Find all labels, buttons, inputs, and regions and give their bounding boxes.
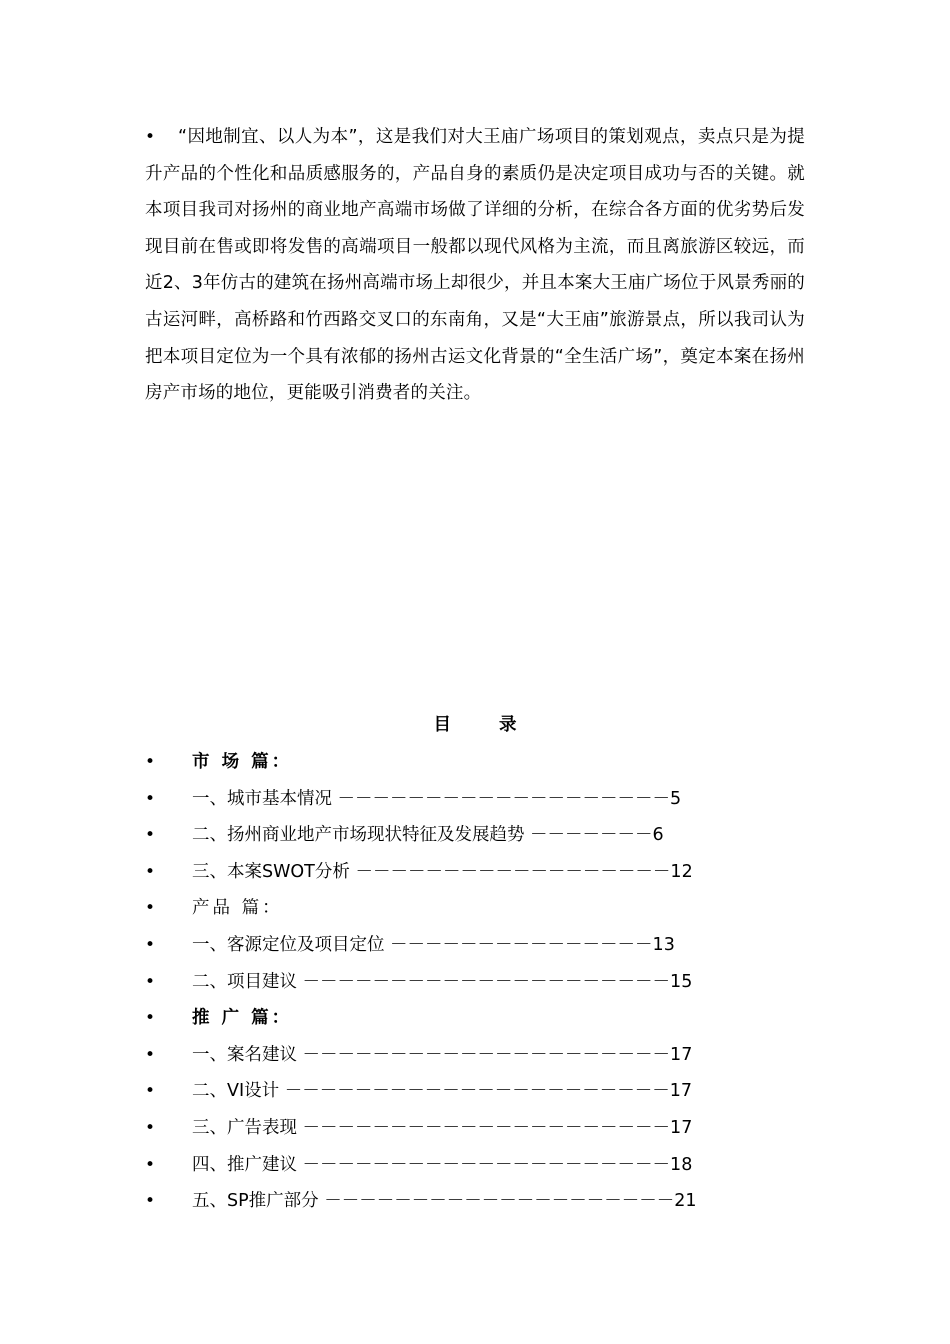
toc-entry-label: 二、VI设计 －－－－－－－－－－－－－－－－－－－－－－17 — [192, 1081, 692, 1102]
toc-entry-label: 三、广告表现 －－－－－－－－－－－－－－－－－－－－－17 — [192, 1117, 693, 1138]
toc-section-label: 市 场 篇： — [192, 752, 293, 772]
toc-entry — [145, 781, 785, 818]
bullet-marker: • — [145, 971, 156, 992]
toc-entry-label: 三、本案SWOT分析 －－－－－－－－－－－－－－－－－－12 — [192, 861, 693, 882]
toc-section-label: 产品 篇： — [192, 898, 283, 919]
toc-title — [0, 711, 950, 739]
intro-section — [145, 119, 805, 412]
toc-entry-label: 二、扬州商业地产市场现状特征及发展趋势 －－－－－－－6 — [192, 825, 664, 846]
bullet-marker: • — [145, 934, 156, 955]
toc-section-market — [145, 744, 785, 781]
bullet-marker: • — [145, 1154, 156, 1175]
toc-section-promotion — [145, 1000, 785, 1037]
bullet-marker: • — [145, 1117, 156, 1138]
toc-section-product — [145, 890, 785, 927]
toc-entry — [145, 854, 785, 891]
bullet-marker: • — [145, 825, 156, 846]
table-of-contents — [145, 744, 785, 1220]
toc-title-right: 录 — [499, 715, 517, 735]
toc-section-label: 推 广 篇： — [192, 1008, 293, 1029]
bullet-marker: • — [145, 1044, 156, 1065]
toc-entry — [145, 1110, 785, 1147]
toc-title-left: 目 — [433, 715, 451, 735]
bullet-marker: • — [145, 1191, 156, 1212]
bullet-marker: • — [145, 788, 156, 809]
toc-entry — [145, 1037, 785, 1074]
bullet-marker: • — [145, 752, 156, 772]
intro-paragraph: “因地制宜、以人为本”，这是我们对大王庙广场项目的策划观点，卖点只是为提升产品的个性化和品质感服务的，产品自身的素质仍是决定项目成功与否的关键。就本项目我司对扬州的商业地产高端市场做了详细的分析，在综合各方面的优劣势后发现目前在售或即将发售的高端项目一般都以现代风格为主流，而且离旅游区较远，而近2、3年仿古的建筑在扬州高端市场上却很少，并且本案大王庙广场位于风景秀丽的古运河畔，高桥路和竹西路交叉口的东南角，又是“大王庙”旅游景点，所以我司认为把本项目定位为一个具有浓郁的扬州古运文化背景的“全生活广场”，奠定本案在扬州房产市场的地位，更能吸引消费者的关注。 — [145, 127, 805, 404]
toc-entry-label: 二、项目建议 －－－－－－－－－－－－－－－－－－－－－15 — [192, 971, 693, 992]
toc-entry — [145, 1147, 785, 1184]
toc-entry — [145, 817, 785, 854]
toc-entry — [145, 964, 785, 1001]
bullet-marker: • — [145, 127, 156, 147]
bullet-marker: • — [145, 1008, 156, 1029]
toc-entry — [145, 927, 785, 964]
toc-entry — [145, 1183, 785, 1220]
toc-entry-label: 一、客源定位及项目定位 －－－－－－－－－－－－－－－13 — [192, 934, 675, 955]
toc-entry-label: 一、城市基本情况 －－－－－－－－－－－－－－－－－－－5 — [192, 788, 682, 809]
toc-entry — [145, 1073, 785, 1110]
bullet-marker: • — [145, 861, 156, 882]
bullet-marker: • — [145, 1081, 156, 1102]
bullet-marker: • — [145, 898, 156, 919]
toc-entry-label: 四、推广建议 －－－－－－－－－－－－－－－－－－－－－18 — [192, 1154, 693, 1175]
toc-entry-label: 一、案名建议 －－－－－－－－－－－－－－－－－－－－－17 — [192, 1044, 693, 1065]
toc-entry-label: 五、SP推广部分 －－－－－－－－－－－－－－－－－－－－21 — [192, 1191, 697, 1212]
